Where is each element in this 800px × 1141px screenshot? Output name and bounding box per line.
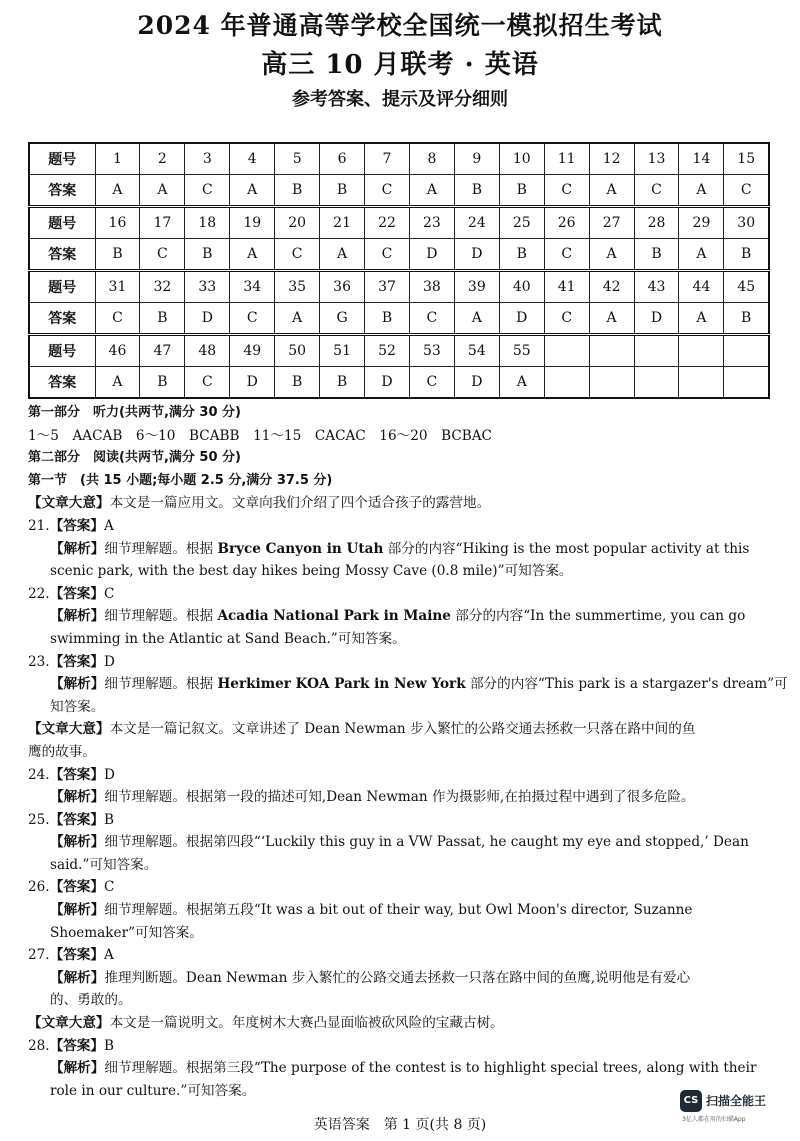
answer-letter: B <box>104 1037 114 1054</box>
answer-cell: D <box>230 367 275 399</box>
question-label: 题号 <box>29 207 95 239</box>
question-number-cell: 27 <box>589 207 634 239</box>
passage-summary-2 <box>28 718 776 741</box>
question-number: 21. <box>28 517 50 534</box>
answer-letter: C <box>104 879 115 896</box>
answer-cell: C <box>275 239 320 271</box>
question-number-cell: 13 <box>634 143 679 175</box>
q21-analysis-cont: scenic park, with the best day hikes being Mossy Cave (0.8 mile)”可知答案。 <box>50 563 573 580</box>
question-number: 24. <box>28 766 50 783</box>
q23-answer <box>28 651 776 674</box>
question-number-cell: 18 <box>185 207 230 239</box>
q26-analysis-cont: Shoemaker”可知答案。 <box>50 924 203 941</box>
analysis-tag: 【解析】 <box>50 834 105 851</box>
question-number-cell: 48 <box>185 335 230 367</box>
question-number-row <box>29 271 769 303</box>
answer-tag: 【答案】 <box>49 879 104 896</box>
camscanner-logo-icon: CS <box>680 1090 702 1112</box>
analysis-tag: 【解析】 <box>50 608 105 625</box>
question-number-cell: 51 <box>320 335 365 367</box>
answer-cell: A <box>409 175 454 207</box>
summary-tag: 【文章大意】 <box>28 721 110 738</box>
answer-cell: D <box>365 367 410 399</box>
answer-letter: A <box>104 947 114 964</box>
answer-row <box>29 239 769 271</box>
question-number-cell <box>634 335 679 367</box>
question-label: 题号 <box>29 335 95 367</box>
summary-tag: 【文章大意】 <box>28 495 110 512</box>
analysis-text: 推理判断题。Dean Newman 步入繁忙的公路交通去拯救一只落在路中间的鱼鹰,说明他是有爱心 <box>104 969 691 986</box>
answer-cell: B <box>724 303 769 335</box>
question-number-cell: 25 <box>499 207 544 239</box>
passage-summary-2-cont: 鹰的故事。 <box>28 743 96 760</box>
q23-analysis-cont: 知答案。 <box>50 698 105 715</box>
answer-cell: D <box>454 239 499 271</box>
question-number-cell: 44 <box>679 271 724 303</box>
question-number: 25. <box>28 811 50 828</box>
answer-cell: C <box>409 303 454 335</box>
analysis-tag: 【解析】 <box>50 676 105 693</box>
q24-answer <box>28 764 776 787</box>
answer-tag: 【答案】 <box>49 766 104 783</box>
part1-heading: 第一部分 听力(共两节,满分 30 分) <box>28 405 241 420</box>
answer-cell: A <box>140 175 185 207</box>
question-label: 题号 <box>29 143 95 175</box>
answer-cell: C <box>724 175 769 207</box>
question-number-cell: 55 <box>499 335 544 367</box>
answer-cell <box>724 367 769 399</box>
question-number: 23. <box>28 653 50 670</box>
passage-summary-3 <box>28 1012 776 1035</box>
document-type-heading: 参考答案、提示及评分细则 <box>292 89 508 110</box>
analysis-keyword: Herkimer KOA Park in New York <box>217 676 466 693</box>
q21-analysis <box>28 538 776 561</box>
question-number-cell: 36 <box>320 271 365 303</box>
question-number-cell: 28 <box>634 207 679 239</box>
answer-cell: D <box>454 367 499 399</box>
answer-tag: 【答案】 <box>49 1037 104 1054</box>
answer-cell: C <box>140 239 185 271</box>
page-footer: 英语答案 第 1 页(共 8 页) <box>313 1117 487 1133</box>
analysis-text: 细节理解题。根据第三段“The purpose of the contest is to highlight special trees, along with their <box>104 1060 757 1077</box>
answer-cell <box>679 367 724 399</box>
question-number-cell: 34 <box>230 271 275 303</box>
answer-cell: B <box>634 239 679 271</box>
summary-text: 本文是一篇记叙文。文章讲述了 Dean Newman 步入繁忙的公路交通去拯救一只落在路中间的鱼 <box>109 721 696 738</box>
question-number-cell: 37 <box>365 271 410 303</box>
answer-cell: A <box>679 303 724 335</box>
question-number-cell: 33 <box>185 271 230 303</box>
question-number-cell: 31 <box>95 271 140 303</box>
answer-row <box>29 303 769 335</box>
question-number-cell: 46 <box>95 335 140 367</box>
question-number: 28. <box>28 1037 50 1054</box>
question-number-cell: 15 <box>724 143 769 175</box>
answer-cell: C <box>95 303 140 335</box>
question-number-cell: 7 <box>365 143 410 175</box>
question-number-cell: 52 <box>365 335 410 367</box>
answer-cell: A <box>275 303 320 335</box>
question-number-cell: 38 <box>409 271 454 303</box>
answer-letter: A <box>104 517 114 534</box>
answer-cell: D <box>499 303 544 335</box>
question-number-row <box>29 207 769 239</box>
answer-cell: C <box>544 175 589 207</box>
question-number-cell: 22 <box>365 207 410 239</box>
answer-tag: 【答案】 <box>49 585 104 602</box>
passage-summary-1 <box>28 492 776 515</box>
question-number-cell: 53 <box>409 335 454 367</box>
question-number-cell: 26 <box>544 207 589 239</box>
answer-cell: B <box>275 175 320 207</box>
answer-cell <box>634 367 679 399</box>
answer-cell: C <box>185 367 230 399</box>
answer-row <box>29 367 769 399</box>
question-number-cell: 30 <box>724 207 769 239</box>
answer-letter: B <box>104 811 114 828</box>
q21-answer <box>28 515 776 538</box>
answer-cell: A <box>95 367 140 399</box>
analysis-tag: 【解析】 <box>50 540 105 557</box>
q26-analysis <box>28 899 776 922</box>
answer-cell: A <box>589 303 634 335</box>
question-number-cell: 23 <box>409 207 454 239</box>
question-number-cell <box>589 335 634 367</box>
answer-cell: A <box>230 175 275 207</box>
answer-cell: B <box>724 239 769 271</box>
answer-tag: 【答案】 <box>49 653 104 670</box>
summary-text: 本文是一篇说明文。年度树木大赛凸显面临被砍风险的宝藏古树。 <box>109 1015 504 1032</box>
question-number-cell: 1 <box>95 143 140 175</box>
question-number-cell: 47 <box>140 335 185 367</box>
q24-analysis <box>28 786 776 809</box>
answer-cell: C <box>185 175 230 207</box>
question-number: 22. <box>28 585 50 602</box>
answer-cell: B <box>320 175 365 207</box>
answer-cell: A <box>499 367 544 399</box>
analysis-keyword: Acadia National Park in Maine <box>217 608 451 625</box>
q22-analysis-cont: swimming in the Atlantic at Sand Beach.”可知答案。 <box>50 630 406 647</box>
question-number-cell: 17 <box>140 207 185 239</box>
analysis-text: 细节理解题。根据第五段“It was a bit out of their way, but Owl Moon's director, Suzanne <box>104 902 693 919</box>
question-number-cell: 4 <box>230 143 275 175</box>
q28-analysis <box>28 1057 776 1080</box>
answer-letter: D <box>104 766 115 783</box>
answer-cell: A <box>454 303 499 335</box>
q22-analysis <box>28 605 776 628</box>
question-number-cell: 8 <box>409 143 454 175</box>
answer-cell: A <box>230 239 275 271</box>
answer-key-table <box>28 142 770 399</box>
question-number-cell: 14 <box>679 143 724 175</box>
analysis-text: 部分的内容“In the summertime, you can go <box>455 608 746 625</box>
answer-tag: 【答案】 <box>49 947 104 964</box>
answer-label: 答案 <box>29 175 95 207</box>
question-number-cell: 2 <box>140 143 185 175</box>
section1-heading: 第一节 (共 15 小题;每小题 2.5 分,满分 37.5 分) <box>28 472 333 488</box>
analysis-text: 细节理解题。根据 <box>104 540 214 557</box>
question-number-cell: 42 <box>589 271 634 303</box>
analysis-tag: 【解析】 <box>50 902 105 919</box>
question-number-cell: 43 <box>634 271 679 303</box>
q28-answer <box>28 1035 776 1058</box>
question-number-cell: 45 <box>724 271 769 303</box>
q26-answer <box>28 876 776 899</box>
analysis-text: 细节理解题。根据 <box>104 676 214 693</box>
question-number-cell <box>679 335 724 367</box>
question-number-cell <box>544 335 589 367</box>
analysis-tag: 【解析】 <box>50 969 105 986</box>
q27-answer <box>28 944 776 967</box>
answer-letter: D <box>104 653 115 670</box>
answer-tag: 【答案】 <box>49 811 104 828</box>
analysis-tag: 【解析】 <box>50 1060 105 1077</box>
analysis-keyword: Bryce Canyon in Utah <box>217 540 384 557</box>
answer-cell: A <box>320 239 365 271</box>
question-number-cell: 3 <box>185 143 230 175</box>
q27-analysis-cont: 的、勇敢的。 <box>50 992 132 1009</box>
question-number-cell: 50 <box>275 335 320 367</box>
question-number-cell: 54 <box>454 335 499 367</box>
question-number-cell: 12 <box>589 143 634 175</box>
answer-cell: C <box>544 303 589 335</box>
answer-cell: C <box>230 303 275 335</box>
part2-heading: 第二部分 阅读(共两节,满分 50 分) <box>28 450 241 466</box>
question-number-row <box>29 335 769 367</box>
q28-analysis-cont: role in our culture.”可知答案。 <box>50 1082 256 1099</box>
document-title: 2024 年普通高等学校全国统一模拟招生考试 <box>137 11 663 40</box>
q27-analysis <box>28 967 776 990</box>
q25-analysis-cont: said.”可知答案。 <box>50 856 158 873</box>
question-number-cell: 21 <box>320 207 365 239</box>
answer-cell: G <box>320 303 365 335</box>
answer-row <box>29 175 769 207</box>
answer-cell: D <box>634 303 679 335</box>
watermark-tagline: 3亿人都在用的扫描App <box>682 1116 746 1123</box>
answer-cell: B <box>499 239 544 271</box>
question-number-cell: 9 <box>454 143 499 175</box>
question-number-cell: 5 <box>275 143 320 175</box>
question-number: 26. <box>28 879 50 896</box>
answer-cell: B <box>140 303 185 335</box>
answer-cell: B <box>275 367 320 399</box>
question-number-cell: 24 <box>454 207 499 239</box>
question-number-cell <box>724 335 769 367</box>
question-number-cell: 32 <box>140 271 185 303</box>
answer-cell: C <box>634 175 679 207</box>
answer-cell <box>589 367 634 399</box>
question-number-cell: 39 <box>454 271 499 303</box>
answer-label: 答案 <box>29 367 95 399</box>
question-number: 27. <box>28 947 50 964</box>
answer-cell: A <box>589 239 634 271</box>
question-number-cell: 41 <box>544 271 589 303</box>
answer-cell: A <box>679 175 724 207</box>
question-number-cell: 29 <box>679 207 724 239</box>
question-number-cell: 19 <box>230 207 275 239</box>
analysis-text: 细节理解题。根据 <box>104 608 214 625</box>
answer-cell: C <box>544 239 589 271</box>
question-number-cell: 6 <box>320 143 365 175</box>
question-number-cell: 20 <box>275 207 320 239</box>
answer-cell: C <box>409 367 454 399</box>
question-number-cell: 11 <box>544 143 589 175</box>
answer-cell: D <box>409 239 454 271</box>
answer-cell <box>544 367 589 399</box>
analysis-text: 细节理解题。根据第四段“‘Luckily this guy in a VW Passat, he caught my eye and stopped,’ Dean <box>104 834 749 851</box>
question-number-cell: 40 <box>499 271 544 303</box>
document-subtitle: 高三 10 月联考 · 英语 <box>261 50 539 80</box>
analysis-text: 部分的内容“This park is a stargazer's dream”可 <box>469 676 788 693</box>
answer-cell: A <box>95 175 140 207</box>
answer-cell: B <box>365 303 410 335</box>
question-number-row <box>29 143 769 175</box>
answer-cell: A <box>679 239 724 271</box>
answer-cell: B <box>140 367 185 399</box>
answer-cell: B <box>95 239 140 271</box>
answer-cell: B <box>454 175 499 207</box>
question-number-cell: 35 <box>275 271 320 303</box>
q23-analysis <box>28 673 788 696</box>
question-number-cell: 16 <box>95 207 140 239</box>
answer-cell: B <box>320 367 365 399</box>
answer-tag: 【答案】 <box>49 517 104 534</box>
summary-text: 本文是一篇应用文。文章向我们介绍了四个适合孩子的露营地。 <box>109 495 491 512</box>
answer-cell: D <box>185 303 230 335</box>
answer-cell: A <box>589 175 634 207</box>
watermark-name: 扫描全能王 <box>706 1094 767 1108</box>
question-number-cell: 49 <box>230 335 275 367</box>
part1-answers: 1～5 AACAB 6～10 BCABB 11～15 CACAC 16～20 BCBAC <box>28 427 492 444</box>
answer-cell: B <box>185 239 230 271</box>
analysis-tag: 【解析】 <box>50 789 105 806</box>
question-label: 题号 <box>29 271 95 303</box>
analysis-text: 细节理解题。根据第一段的描述可知,Dean Newman 作为摄影师,在拍摄过程中遇到了很多危险。 <box>104 789 695 806</box>
answer-letter: C <box>104 585 115 602</box>
q25-answer <box>28 809 776 832</box>
q25-analysis <box>28 831 776 854</box>
answer-cell: C <box>365 239 410 271</box>
answer-label: 答案 <box>29 303 95 335</box>
question-number-cell: 10 <box>499 143 544 175</box>
q22-answer <box>28 583 776 606</box>
analysis-text: 部分的内容“Hiking is the most popular activity at this <box>387 540 750 557</box>
summary-tag: 【文章大意】 <box>28 1015 110 1032</box>
answer-label: 答案 <box>29 239 95 271</box>
answer-explanations <box>28 402 788 1102</box>
answer-cell: C <box>365 175 410 207</box>
answer-cell: B <box>499 175 544 207</box>
